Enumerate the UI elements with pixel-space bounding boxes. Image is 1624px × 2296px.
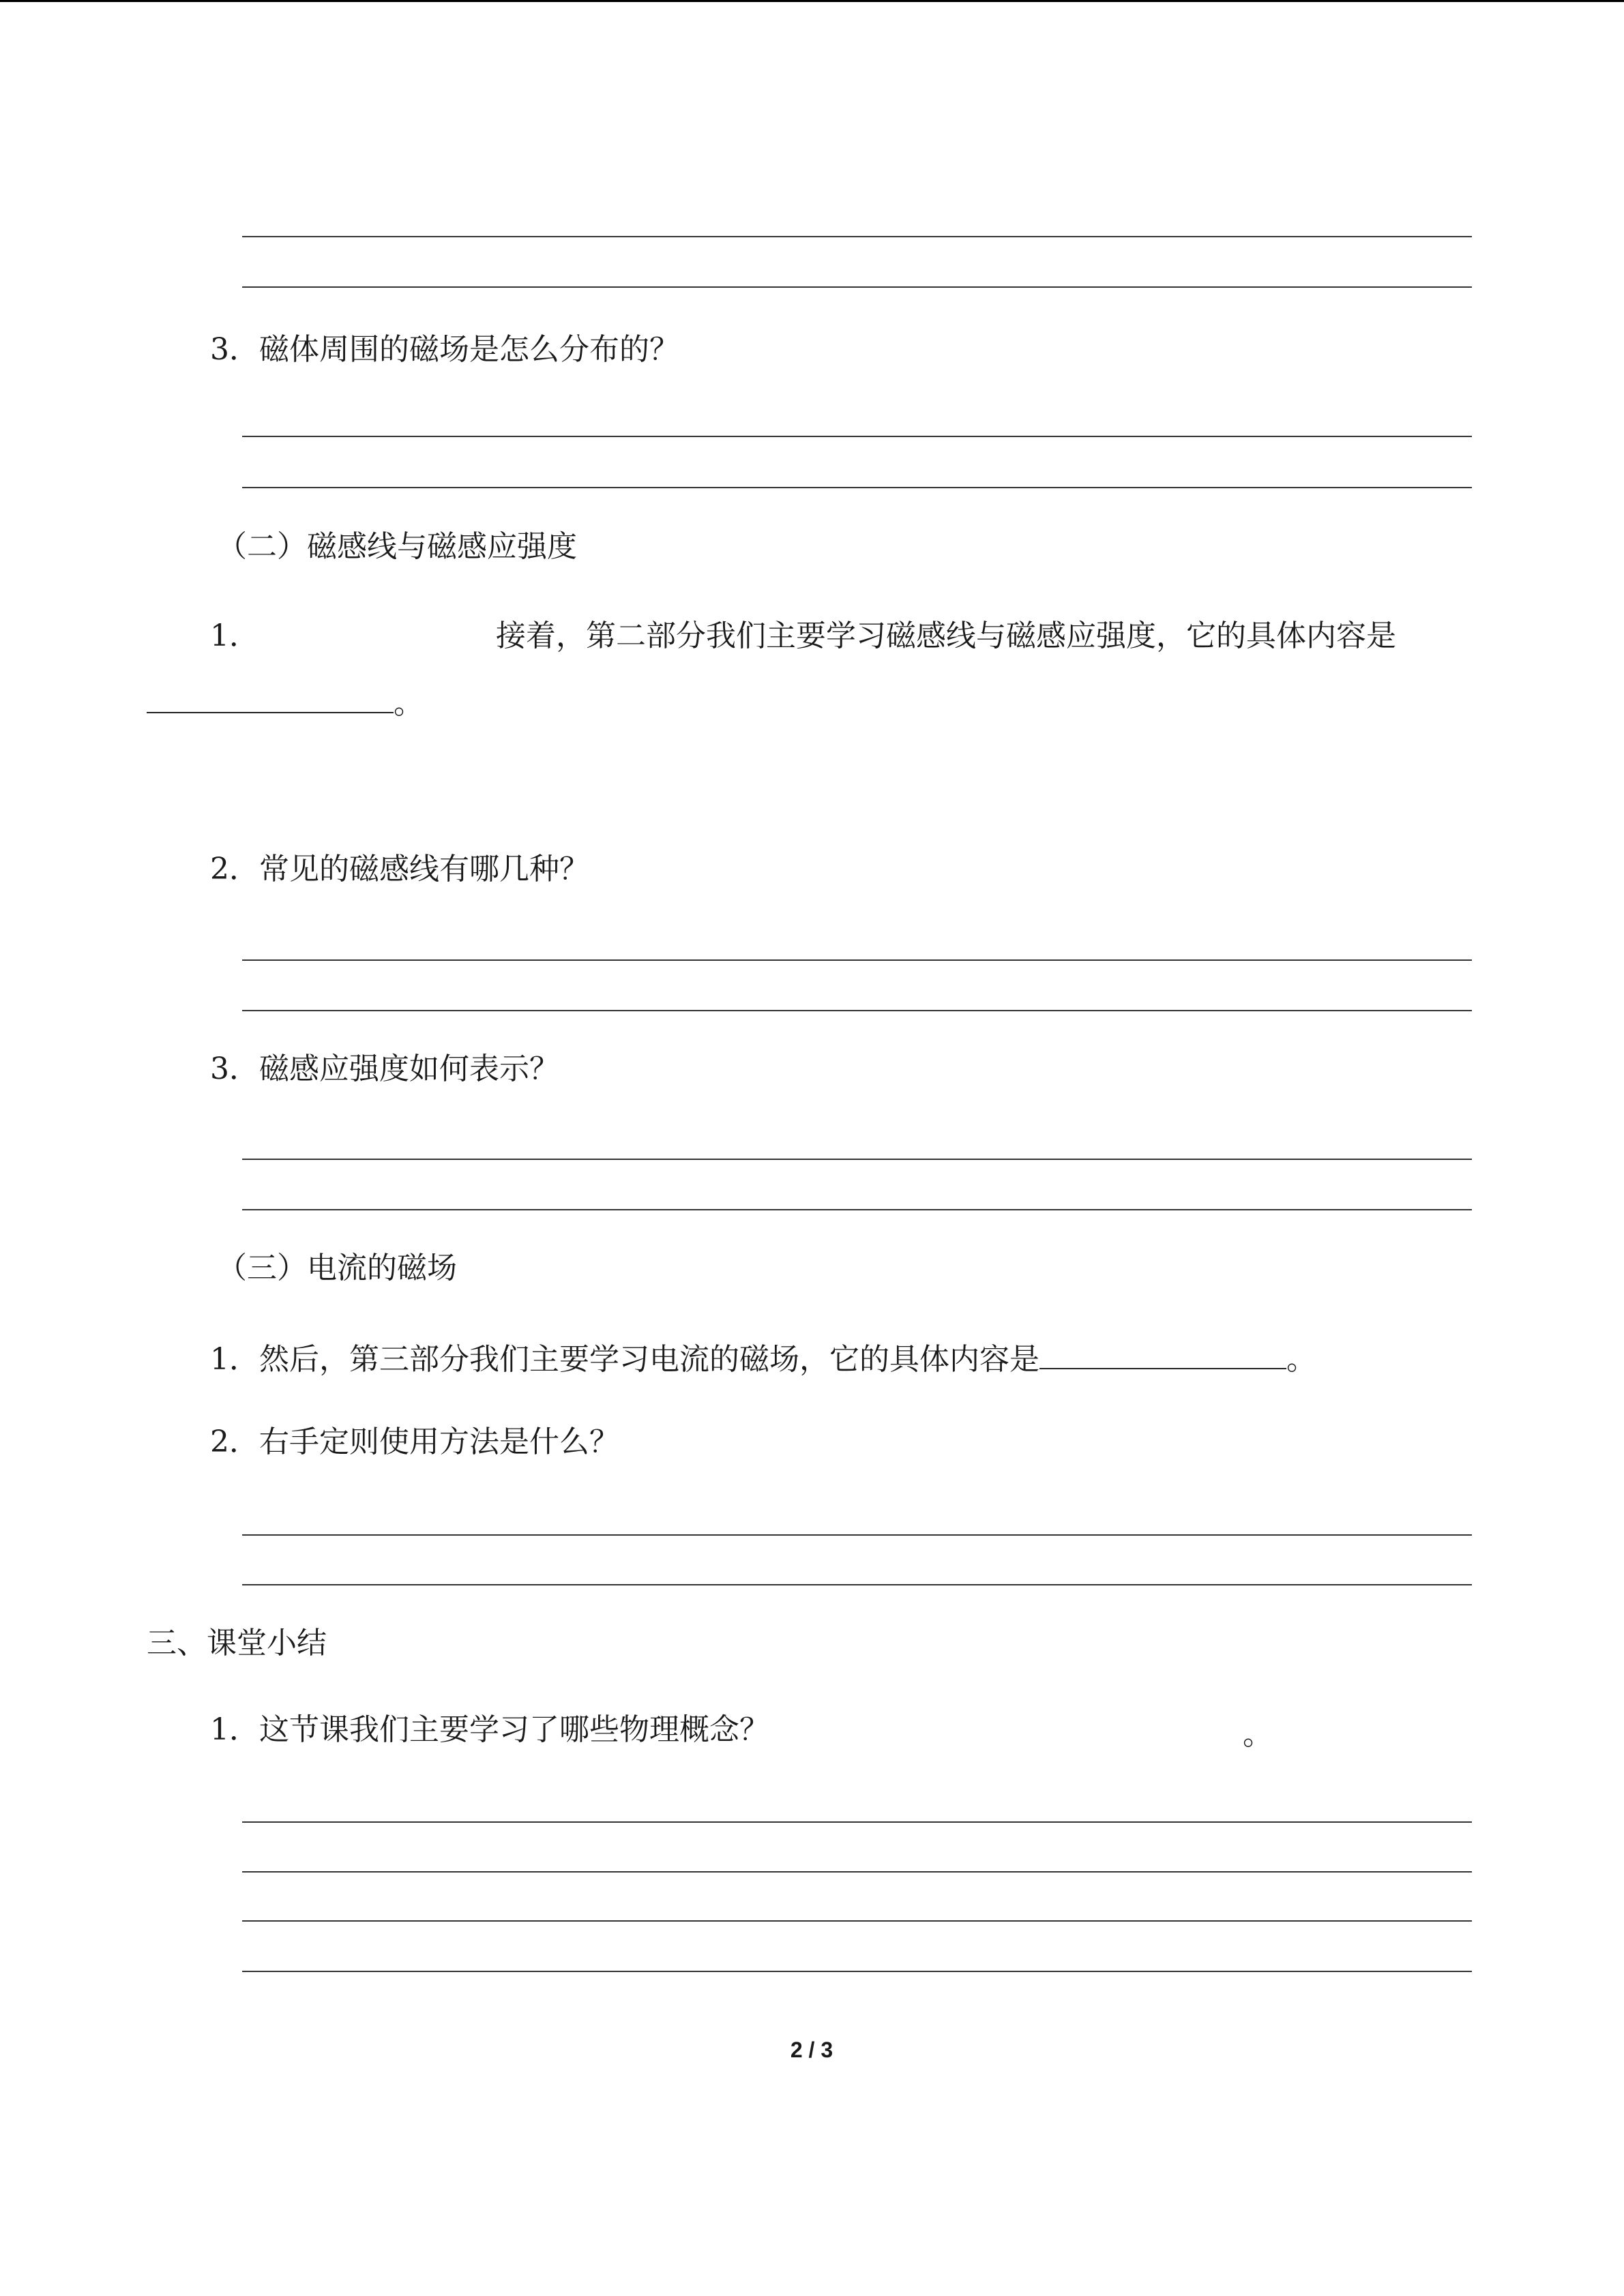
answer-line bbox=[242, 487, 1472, 488]
question-text: 常见的磁感线有哪几种？ bbox=[259, 852, 589, 886]
answer-line bbox=[242, 1871, 1472, 1873]
answer-line bbox=[242, 1971, 1472, 1972]
sentence-end-mark: 。 bbox=[1243, 1717, 1273, 1752]
page-top-border bbox=[0, 0, 1624, 2]
question-number: 1． bbox=[210, 618, 259, 653]
section-heading-class-summary: 三、课堂小结 bbox=[147, 1626, 327, 1660]
page-number: 2 / 3 bbox=[790, 2038, 833, 2062]
question-text: 接着，第二部分我们主要学习磁感线与磁感应强度，它的具体内容是 bbox=[496, 618, 1396, 653]
question-text: 然后，第三部分我们主要学习电流的磁场，它的具体内容是 bbox=[259, 1342, 1039, 1377]
question-number: 1． bbox=[210, 1342, 259, 1377]
sentence-end-mark: 。 bbox=[1286, 1342, 1316, 1377]
answer-line bbox=[242, 1821, 1472, 1823]
question-section1-q3 bbox=[210, 329, 679, 370]
fill-in-blank-line bbox=[147, 681, 424, 724]
answer-line bbox=[242, 1584, 1472, 1585]
question-number: 1． bbox=[210, 1712, 259, 1747]
question-section3-q1 bbox=[210, 1337, 1316, 1380]
section-heading-magnetic-induction: （二）磁感线与磁感应强度 bbox=[217, 529, 577, 564]
fill-in-blank[interactable] bbox=[147, 681, 394, 713]
question-number: 2． bbox=[210, 1425, 259, 1459]
question-section2-q2 bbox=[210, 849, 589, 890]
sentence-end-mark: 。 bbox=[394, 686, 424, 721]
answer-line bbox=[242, 1010, 1472, 1011]
question-number: 3． bbox=[210, 1052, 259, 1086]
question-section3-q2 bbox=[210, 1422, 619, 1463]
answer-line bbox=[242, 286, 1472, 288]
section-heading-current-magnetic-field: （三）电流的磁场 bbox=[217, 1251, 457, 1285]
question-text: 磁感应强度如何表示？ bbox=[259, 1052, 559, 1086]
question-number: 3． bbox=[210, 332, 259, 367]
answer-line bbox=[242, 1534, 1472, 1536]
answer-line bbox=[242, 1920, 1472, 1922]
question-text: 右手定则使用方法是什么？ bbox=[259, 1425, 619, 1459]
answer-line bbox=[242, 436, 1472, 437]
question-text: 这节课我们主要学习了哪些物理概念？ bbox=[259, 1712, 769, 1747]
question-section2-q3 bbox=[210, 1049, 559, 1090]
answer-line bbox=[242, 959, 1472, 961]
question-summary-q1 bbox=[210, 1710, 769, 1750]
answer-line bbox=[242, 236, 1472, 237]
question-number: 2． bbox=[210, 852, 259, 886]
fill-in-blank[interactable] bbox=[1039, 1337, 1286, 1369]
answer-line bbox=[242, 1209, 1472, 1210]
question-text: 磁体周围的磁场是怎么分布的？ bbox=[259, 332, 679, 367]
answer-line bbox=[242, 1159, 1472, 1160]
